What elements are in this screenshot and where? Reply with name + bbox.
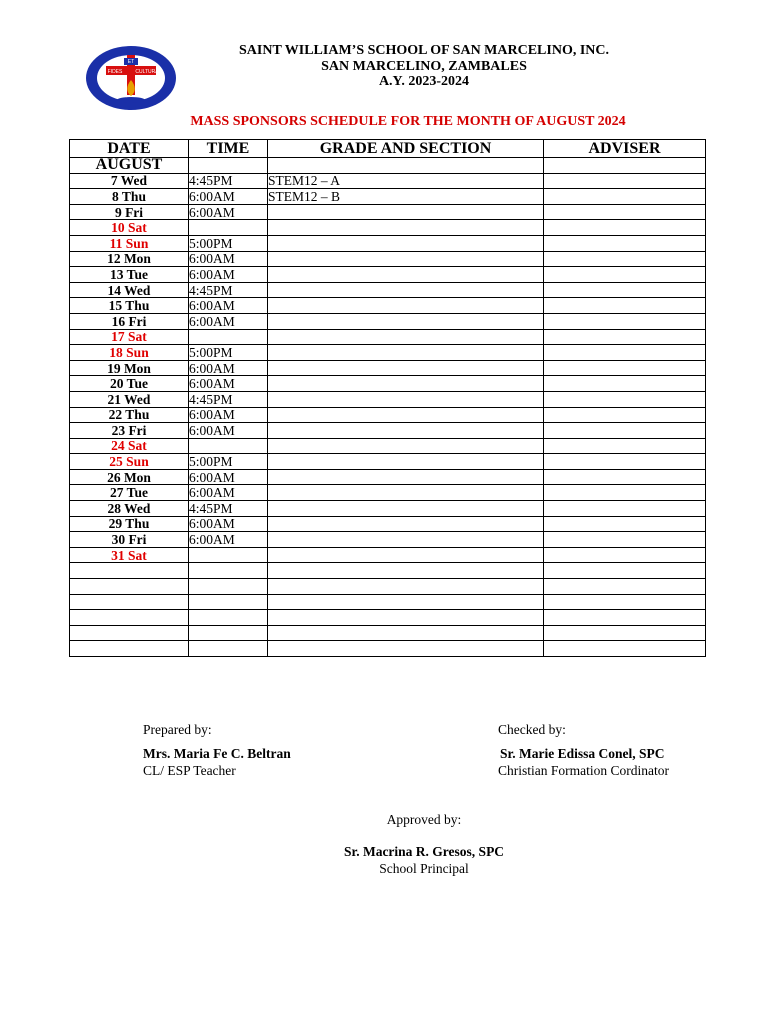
date-cell: 19 Mon: [70, 360, 189, 376]
time-cell: [189, 329, 268, 345]
table-row: [70, 345, 706, 361]
adviser-cell: [544, 235, 706, 251]
date-cell: [70, 641, 189, 657]
time-cell: 6:00AM: [189, 189, 268, 205]
grade-section-cell: [268, 204, 544, 220]
adviser-cell: [544, 579, 706, 595]
time-cell: [189, 563, 268, 579]
table-row: [70, 407, 706, 423]
date-cell: [70, 579, 189, 595]
adviser-cell: [544, 454, 706, 470]
grade-section-cell: [268, 501, 544, 517]
school-name: SAINT WILLIAM’S SCHOOL OF SAN MARCELINO, INC.: [238, 43, 610, 58]
time-cell: 6:00AM: [189, 469, 268, 485]
adviser-cell: [544, 345, 706, 361]
table-row: [70, 204, 706, 220]
adviser-cell: [544, 594, 706, 610]
date-cell: 23 Fri: [70, 423, 189, 439]
table-row: [70, 501, 706, 517]
grade-section-cell: [268, 282, 544, 298]
grade-section-cell: [268, 267, 544, 283]
date-cell: 24 Sat: [70, 438, 189, 454]
time-cell: [189, 610, 268, 626]
grade-section-cell: STEM12 – B: [268, 189, 544, 205]
table-row: [70, 298, 706, 314]
grade-section-cell: [268, 345, 544, 361]
adviser-cell: [544, 610, 706, 626]
table-row: [70, 173, 706, 189]
grade-section-cell: [268, 313, 544, 329]
grade-section-cell: [268, 641, 544, 657]
adviser-cell: [544, 391, 706, 407]
adviser-cell: [544, 485, 706, 501]
adviser-cell: [544, 267, 706, 283]
time-cell: [189, 594, 268, 610]
time-cell: 5:00PM: [189, 345, 268, 361]
table-row: [70, 267, 706, 283]
grade-section-cell: [268, 532, 544, 548]
table-header-row: [70, 140, 706, 158]
checked-by-name: Sr. Marie Edissa Conel, SPC: [500, 746, 665, 761]
table-row: [70, 329, 706, 345]
date-cell: 11 Sun: [70, 235, 189, 251]
grade-section-cell: [268, 594, 544, 610]
date-cell: 27 Tue: [70, 485, 189, 501]
date-cell: 20 Tue: [70, 376, 189, 392]
date-cell: 14 Wed: [70, 282, 189, 298]
approved-by-label: Approved by:: [386, 812, 462, 827]
date-cell: 29 Thu: [70, 516, 189, 532]
approved-by-name: Sr. Macrina R. Gresos, SPC: [343, 844, 505, 859]
table-row: [70, 594, 706, 610]
date-cell: 12 Mon: [70, 251, 189, 267]
grade-section-cell: [268, 454, 544, 470]
grade-section-cell: [268, 391, 544, 407]
table-row: [70, 391, 706, 407]
grade-section-cell: [268, 329, 544, 345]
table-row: [70, 438, 706, 454]
time-cell: [189, 220, 268, 236]
grade-section-cell: STEM12 – A: [268, 173, 544, 189]
time-cell: 4:45PM: [189, 173, 268, 189]
date-cell: [70, 625, 189, 641]
table-row: [70, 282, 706, 298]
time-cell: 6:00AM: [189, 516, 268, 532]
time-cell: 6:00AM: [189, 360, 268, 376]
adviser-cell: [544, 547, 706, 563]
school-logo: [84, 44, 178, 112]
table-row: [70, 516, 706, 532]
prepared-by-name: Mrs. Maria Fe C. Beltran: [143, 746, 291, 761]
date-cell: 26 Mon: [70, 469, 189, 485]
adviser-cell: [544, 282, 706, 298]
date-cell: 30 Fri: [70, 532, 189, 548]
header-time: TIME: [189, 140, 268, 158]
time-cell: 6:00AM: [189, 204, 268, 220]
month-label: AUGUST: [70, 158, 189, 174]
time-cell: 6:00AM: [189, 423, 268, 439]
adviser-cell: [544, 251, 706, 267]
table-cell: [189, 158, 268, 174]
time-cell: [189, 547, 268, 563]
grade-section-cell: [268, 407, 544, 423]
svg-text:CULTURA: CULTURA: [135, 69, 159, 75]
table-row: [70, 376, 706, 392]
date-cell: 16 Fri: [70, 313, 189, 329]
table-row: [70, 313, 706, 329]
table-row: [70, 547, 706, 563]
adviser-cell: [544, 329, 706, 345]
time-cell: 6:00AM: [189, 298, 268, 314]
table-row: [70, 360, 706, 376]
grade-section-cell: [268, 516, 544, 532]
adviser-cell: [544, 501, 706, 517]
date-cell: 13 Tue: [70, 267, 189, 283]
date-cell: [70, 610, 189, 626]
time-cell: 6:00AM: [189, 251, 268, 267]
date-cell: [70, 594, 189, 610]
checked-by-label: Checked by:: [498, 722, 566, 737]
date-cell: 15 Thu: [70, 298, 189, 314]
adviser-cell: [544, 438, 706, 454]
time-cell: 6:00AM: [189, 267, 268, 283]
academic-year: A.Y. 2023-2024: [378, 74, 470, 89]
grade-section-cell: [268, 547, 544, 563]
adviser-cell: [544, 625, 706, 641]
time-cell: [189, 625, 268, 641]
grade-section-cell: [268, 579, 544, 595]
table-row: [70, 563, 706, 579]
table-row: [70, 610, 706, 626]
svg-text:FIDES: FIDES: [107, 69, 123, 75]
prepared-by-role: CL/ ESP Teacher: [143, 763, 236, 778]
checked-by-role: Christian Formation Cordinator: [498, 763, 669, 778]
table-row: [70, 532, 706, 548]
grade-section-cell: [268, 438, 544, 454]
time-cell: 6:00AM: [189, 485, 268, 501]
date-cell: 21 Wed: [70, 391, 189, 407]
time-cell: 5:00PM: [189, 454, 268, 470]
adviser-cell: [544, 189, 706, 205]
grade-section-cell: [268, 360, 544, 376]
table-cell: [544, 158, 706, 174]
time-cell: 6:00AM: [189, 376, 268, 392]
date-cell: 17 Sat: [70, 329, 189, 345]
date-cell: 8 Thu: [70, 189, 189, 205]
adviser-cell: [544, 220, 706, 236]
adviser-cell: [544, 563, 706, 579]
date-cell: 10 Sat: [70, 220, 189, 236]
grade-section-cell: [268, 485, 544, 501]
adviser-cell: [544, 376, 706, 392]
date-cell: 31 Sat: [70, 547, 189, 563]
adviser-cell: [544, 173, 706, 189]
grade-section-cell: [268, 298, 544, 314]
time-cell: 5:00PM: [189, 235, 268, 251]
date-cell: 9 Fri: [70, 204, 189, 220]
adviser-cell: [544, 407, 706, 423]
adviser-cell: [544, 469, 706, 485]
table-row: [70, 641, 706, 657]
date-cell: 7 Wed: [70, 173, 189, 189]
grade-section-cell: [268, 469, 544, 485]
time-cell: 4:45PM: [189, 391, 268, 407]
adviser-cell: [544, 360, 706, 376]
school-address: SAN MARCELINO, ZAMBALES: [321, 59, 527, 74]
adviser-cell: [544, 641, 706, 657]
time-cell: [189, 438, 268, 454]
grade-section-cell: [268, 251, 544, 267]
table-row: [70, 220, 706, 236]
prepared-by-label: Prepared by:: [143, 722, 212, 737]
time-cell: 4:45PM: [189, 282, 268, 298]
time-cell: 4:45PM: [189, 501, 268, 517]
adviser-cell: [544, 298, 706, 314]
header-grade: GRADE AND SECTION: [268, 140, 544, 158]
grade-section-cell: [268, 610, 544, 626]
grade-section-cell: [268, 625, 544, 641]
header-date: DATE: [70, 140, 189, 158]
table-row: [70, 485, 706, 501]
date-cell: 18 Sun: [70, 345, 189, 361]
grade-section-cell: [268, 563, 544, 579]
adviser-cell: [544, 423, 706, 439]
adviser-cell: [544, 532, 706, 548]
table-row: [70, 579, 706, 595]
table-row: [70, 189, 706, 205]
table-row: [70, 469, 706, 485]
time-cell: 6:00AM: [189, 407, 268, 423]
table-row: [70, 251, 706, 267]
adviser-cell: [544, 313, 706, 329]
time-cell: 6:00AM: [189, 532, 268, 548]
table-row: [70, 625, 706, 641]
table-row: [70, 423, 706, 439]
grade-section-cell: [268, 220, 544, 236]
grade-section-cell: [268, 376, 544, 392]
table-row: [70, 235, 706, 251]
adviser-cell: [544, 204, 706, 220]
table-cell: [268, 158, 544, 174]
document-title: MASS SPONSORS SCHEDULE FOR THE MONTH OF AUGUST 2024: [190, 114, 626, 129]
grade-section-cell: [268, 423, 544, 439]
date-cell: [70, 563, 189, 579]
date-cell: 28 Wed: [70, 501, 189, 517]
svg-text:ET: ET: [127, 59, 135, 65]
table-row: [70, 454, 706, 470]
time-cell: [189, 641, 268, 657]
date-cell: 22 Thu: [70, 407, 189, 423]
month-row: [70, 158, 706, 174]
schedule-table: [69, 139, 706, 657]
adviser-cell: [544, 516, 706, 532]
time-cell: 6:00AM: [189, 313, 268, 329]
header-adviser: ADVISER: [544, 140, 706, 158]
date-cell: 25 Sun: [70, 454, 189, 470]
grade-section-cell: [268, 235, 544, 251]
time-cell: [189, 579, 268, 595]
approved-by-role: School Principal: [379, 861, 469, 876]
